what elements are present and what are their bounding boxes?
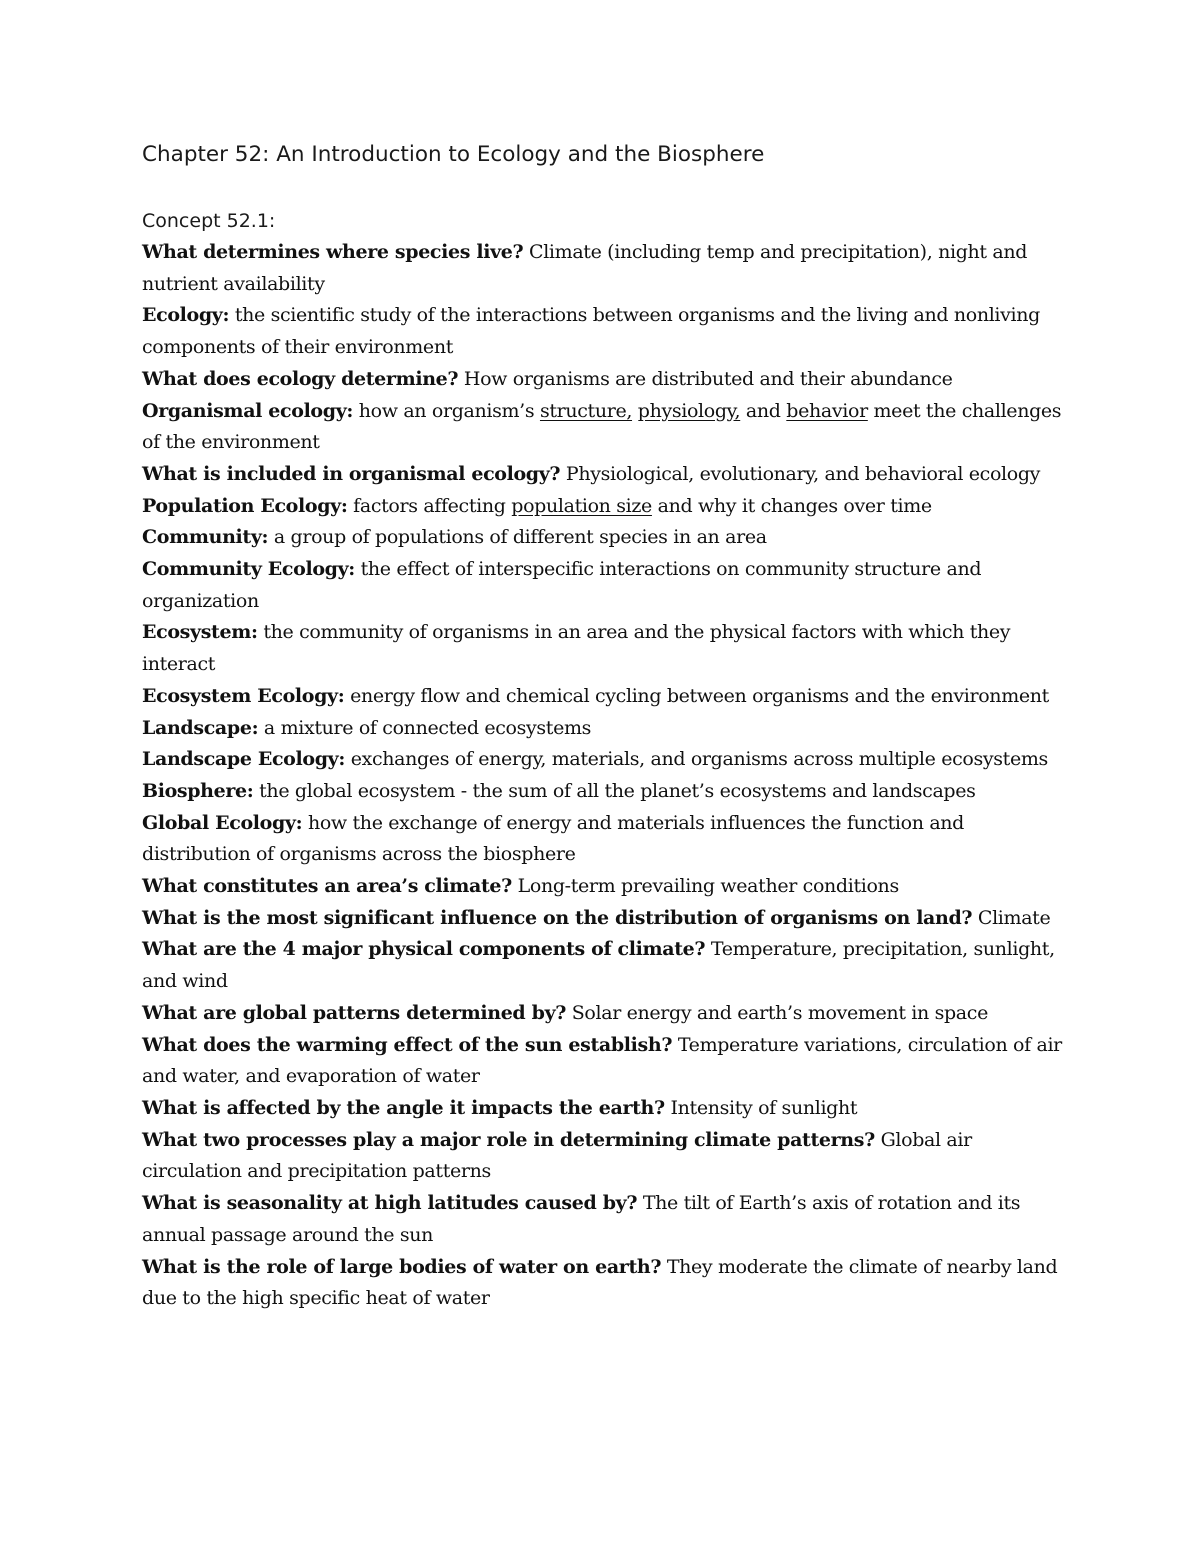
note-entry [142,934,1062,997]
note-definition: the global ecosystem - the sum of all the planet’s ecosystems and landscapes [253,779,976,802]
note-entry [142,713,1062,745]
note-entry [142,300,1062,363]
note-term: Ecosystem: [142,621,258,644]
note-definition: and [740,399,787,422]
note-entry [142,744,1062,776]
note-entry [142,1125,1062,1188]
note-entry [142,1093,1062,1125]
note-term: Global Ecology: [142,811,303,834]
note-definition: The tilt of Earth’s axis of rotation and its annual passage around the sun [142,1192,1021,1246]
note-entry [142,396,1062,459]
note-entry [142,808,1062,871]
note-entry [142,1030,1062,1093]
note-definition: the community of organisms in an area and the physical factors with which they interact [142,621,1011,676]
note-entry [142,237,1062,300]
underlined-keyword: physiology, [637,399,741,422]
note-definition: the scientific study of the interactions between organisms and the living and nonliving components of their environment [142,304,1040,359]
note-entry [142,903,1062,935]
note-term: What is included in organismal ecology? [142,462,561,485]
note-entry [142,998,1062,1030]
note-term: What determines where species live? [142,241,524,263]
note-entry [142,681,1062,713]
page-title: Chapter 52: An Introduction to Ecology and the Biosphere [142,142,765,167]
note-term: What does the warming effect of the sun establish? [142,1033,673,1056]
note-term: Population Ecology: [142,494,348,517]
note-entry [142,491,1062,523]
note-term: What are global patterns determined by? [142,1001,567,1024]
note-term: What is affected by the angle it impacts the earth? [142,1096,665,1119]
note-entry [142,617,1062,680]
note-definition: meet the challenges of the environment [142,399,1062,454]
note-term: Biosphere: [142,779,254,802]
note-definition: how the exchange of energy and materials influences the function and distribution of organisms across the biosphere [142,811,964,866]
note-definition: Climate (including temp and precipitation), night and nutrient availability [142,241,1028,295]
note-term: What does ecology determine? [142,367,459,390]
note-term: What is the most significant influence on the distribution of organisms on land? [142,906,973,929]
note-term: Organismal ecology: [142,399,354,422]
note-term: Community: [142,526,269,549]
note-entry [142,459,1062,491]
note-term: Community Ecology: [142,558,355,581]
note-term: What two processes play a major role in determining climate patterns? [142,1128,875,1151]
note-definition: Temperature variations, circulation of air and water, and evaporation of water [142,1033,1062,1088]
note-definition: and why it changes over time [651,494,932,517]
note-definition: a group of populations of different species in an area [268,526,767,549]
underlined-keyword: structure, [539,399,633,422]
concept-heading: Concept 52.1: [142,210,276,232]
note-definition: factors affecting [347,494,512,517]
note-definition: Solar energy and earth’s movement in space [566,1001,988,1024]
note-definition: Temperature, precipitation, sunlight, and wind [142,938,1055,993]
note-definition: exchanges of energy, materials, and organisms across multiple ecosystems [345,748,1048,771]
note-entry [142,522,1062,554]
note-definition: Long-term prevailing weather conditions [511,875,899,898]
note-definition: how an organism’s [353,399,540,422]
note-term: Landscape Ecology: [142,748,345,771]
note-entry [142,1188,1062,1251]
note-entry [142,871,1062,903]
note-definition: the effect of interspecific interactions on community structure and organization [142,558,982,612]
note-entry [142,364,1062,396]
underlined-keyword: behavior [786,399,868,422]
note-term: Landscape: [142,716,259,739]
notes-list [142,237,1062,1315]
note-definition: They moderate the climate of nearby land due to the high specific heat of water [142,1255,1058,1310]
note-term: Ecology: [142,304,230,327]
underlined-keyword: population size [511,494,652,517]
document-content [142,137,1062,1315]
note-definition: Physiological, evolutionary, and behavioral ecology [560,462,1041,485]
note-term: What constitutes an area’s climate? [142,875,512,898]
note-entry [142,554,1062,617]
note-entry [142,1252,1062,1315]
note-definition: Global air circulation and precipitation patterns [142,1128,972,1183]
note-term: What are the 4 major physical components of climate? [142,938,706,961]
note-definition: energy flow and chemical cycling between organisms and the environment [344,684,1049,707]
note-entry [142,776,1062,808]
note-definition: Climate [972,906,1051,929]
note-term: What is the role of large bodies of water on earth? [142,1255,662,1278]
note-term: Ecosystem Ecology: [142,684,345,707]
note-definition: a mixture of connected ecosystems [258,716,592,739]
note-definition: How organisms are distributed and their abundance [458,367,953,390]
note-definition: Intensity of sunlight [664,1096,858,1119]
note-term: What is seasonality at high latitudes caused by? [142,1192,638,1215]
